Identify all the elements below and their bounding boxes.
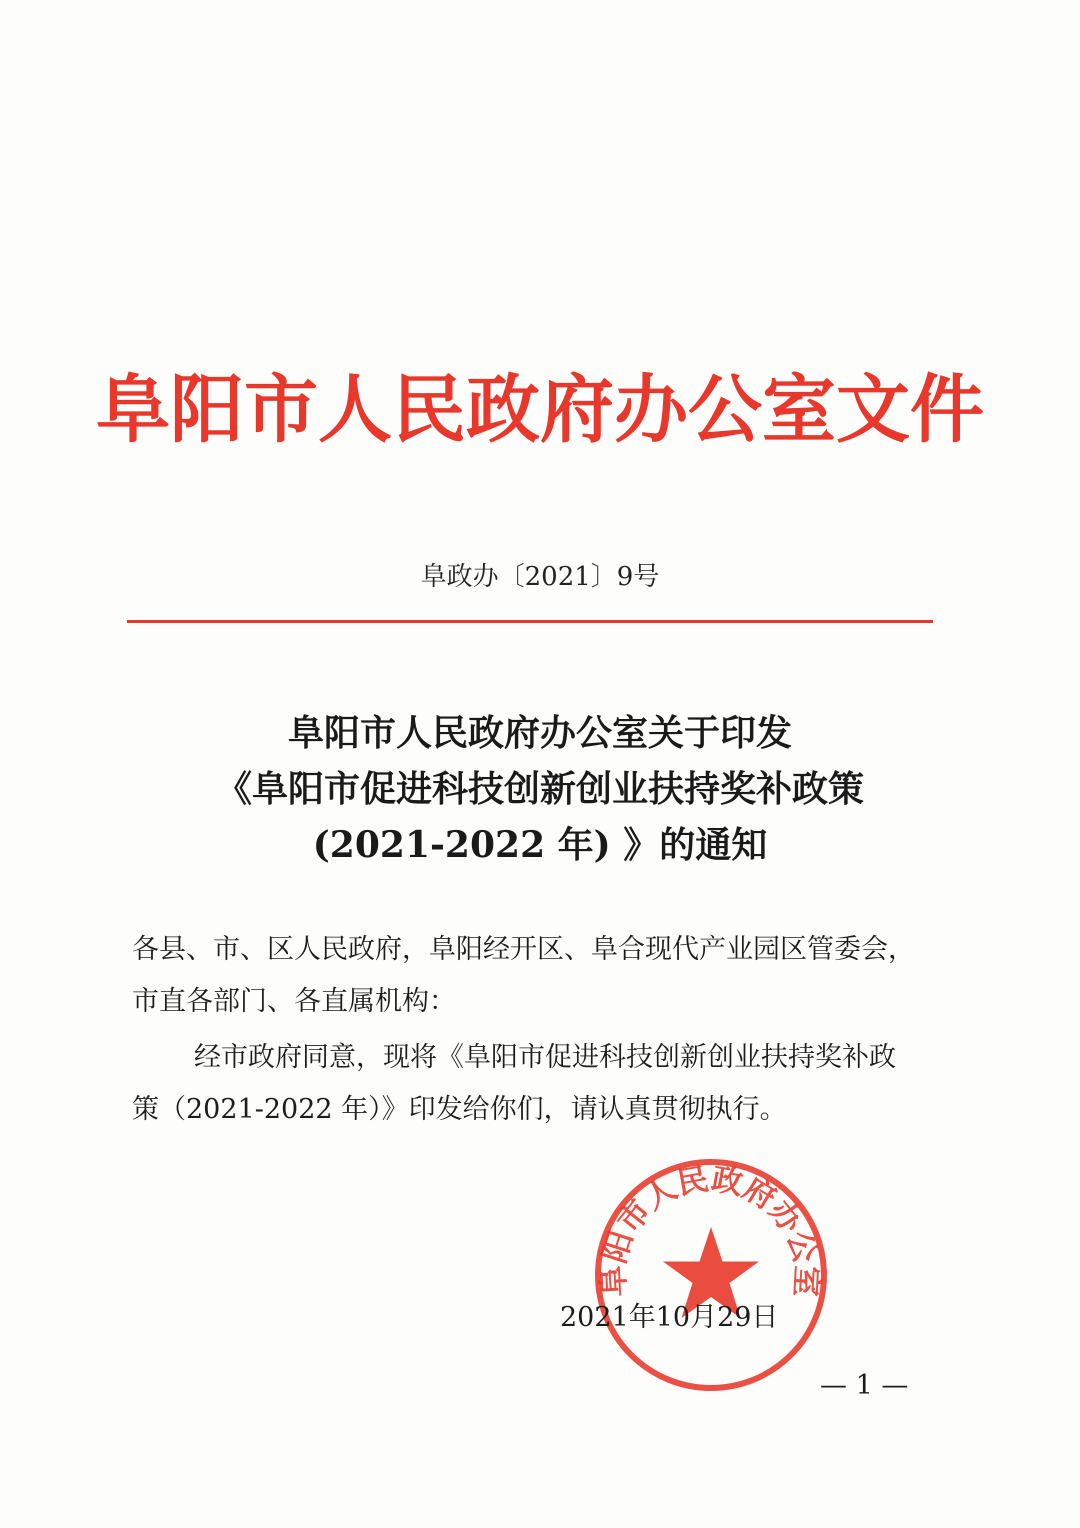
issue-date: 2021年10月29日 <box>560 1302 779 1333</box>
body-line-1: 经市政府同意，现将《阜阳市促进科技创新创业扶持奖补政 <box>194 1042 896 1073</box>
addressee-line-1: 各县、市、区人民政府，阜阳经开区、阜合现代产业园区管委会， <box>132 934 915 965</box>
document-number: 阜政办〔2021〕9号 <box>420 562 660 592</box>
title-line-1: 阜阳市人民政府办公室关于印发 <box>287 712 792 754</box>
seal-text: 阜阳市人民政府办公室 <box>595 1161 825 1298</box>
addressee-line-2: 市直各部门、各直属机构： <box>132 986 456 1017</box>
body-line-2: 策（2021-2022 年）》印发给你们，请认真贯彻执行。 <box>132 1094 787 1125</box>
page-number: — 1 — <box>820 1370 909 1401</box>
body-paragraph <box>132 1032 942 1136</box>
notice-title <box>0 705 1080 873</box>
title-line-2: 《阜阳市促进科技创新创业扶持奖补政策 <box>215 768 864 810</box>
title-line-3: (2021-2022 年) 》的通知 <box>312 824 768 866</box>
red-divider-line <box>127 620 933 623</box>
official-seal-stamp <box>591 1155 831 1395</box>
addressee <box>132 924 942 1028</box>
masthead-title: 阜阳市人民政府办公室文件 <box>96 367 984 453</box>
